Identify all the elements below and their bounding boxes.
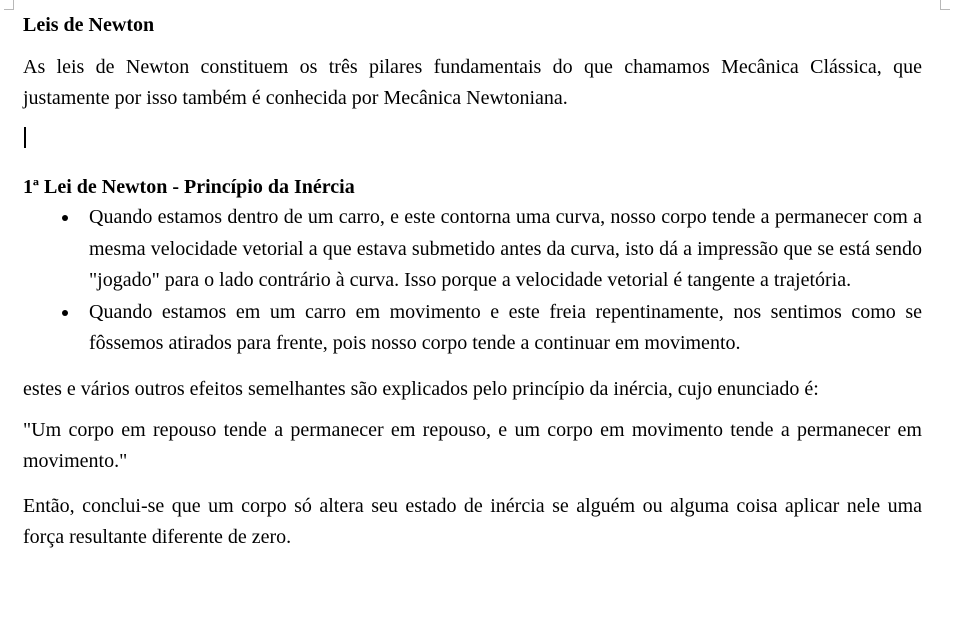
page-corner-top-left [4, 0, 14, 10]
list-item-text: Quando estamos dentro de um carro, e este contorna uma curva, nosso corpo tende a permanecer com a mesma velocidade vetorial a que estava submetido antes da curva, isto dá a impressão que se está sendo "jogado" para o lado contrário à curva. Isso porque a velocidade vetorial é tangente a trajetória. [89, 206, 922, 291]
list-item [23, 202, 922, 297]
bullet-list [23, 202, 922, 360]
bullet-icon [62, 310, 68, 316]
quote-paragraph: "Um corpo em repouso tende a permanecer em repouso, e um corpo em movimento tende a permanecer em movimento." [23, 418, 922, 472]
intro-paragraph: As leis de Newton constituem os três pilares fundamentais do que chamamos Mecânica Clássica, que justamente por isso também é conhecida por Mecânica Newtoniana. [23, 56, 922, 109]
bullet-icon [62, 215, 68, 221]
document-title: Leis de Newton [23, 14, 155, 36]
page-corner-top-right [940, 0, 950, 10]
section-heading: 1ª Lei de Newton - Princípio da Inércia [23, 176, 355, 198]
empty-paragraph[interactable] [23, 122, 922, 152]
explanation-paragraph: estes e vários outros efeitos semelhantes são explicados pelo princípio da inércia, cujo enunciado é: [23, 377, 819, 400]
text-cursor [24, 127, 26, 148]
list-item-text: Quando estamos em um carro em movimento e este freia repentinamente, nos sentimos como se fôssemos atirados para frente, pois nosso corpo tende a continuar em movimento. [89, 300, 922, 354]
conclusion-paragraph: Então, conclui-se que um corpo só altera seu estado de inércia se alguém ou alguma coisa aplicar nele uma força resultante diferente de zero. [23, 494, 922, 548]
document-page[interactable] [23, 10, 922, 553]
list-item [23, 297, 922, 360]
